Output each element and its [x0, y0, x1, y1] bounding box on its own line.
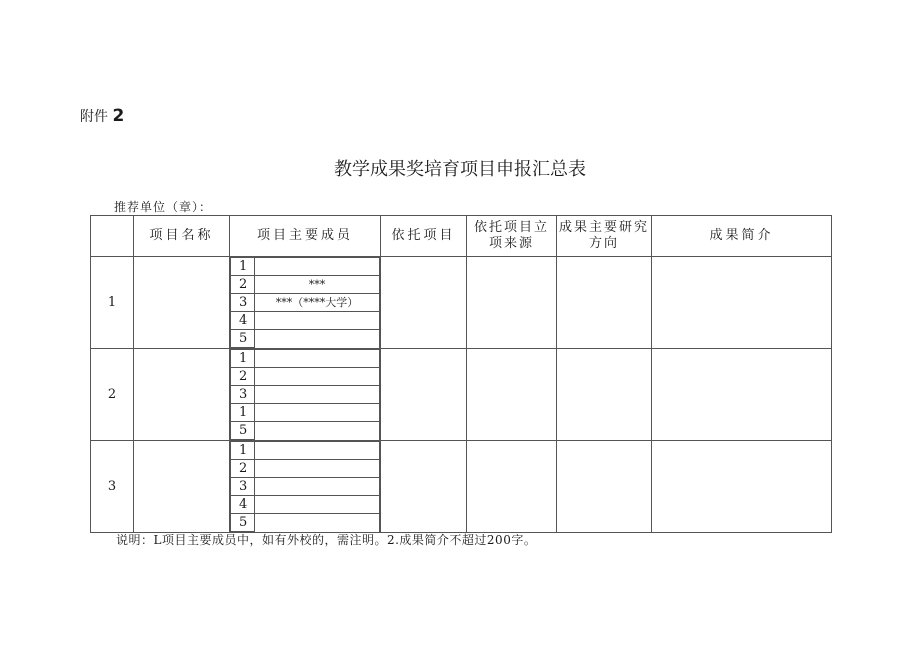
attachment-label [80, 106, 124, 126]
source-cell[interactable] [467, 257, 557, 349]
member-number: 2 [231, 368, 255, 386]
member-name[interactable] [255, 312, 380, 330]
members-list [230, 349, 380, 440]
header-summary: 成果简介 [652, 216, 832, 257]
members-cell [230, 441, 381, 533]
attachment-prefix: 附件 [80, 109, 108, 125]
table-row [91, 257, 832, 349]
member-name[interactable] [255, 330, 380, 348]
member-number: 5 [231, 330, 255, 348]
project-name-cell[interactable] [134, 441, 230, 533]
member-number: 2 [231, 460, 255, 478]
summary-cell[interactable] [652, 349, 832, 441]
member-number: 1 [231, 404, 255, 422]
direction-cell[interactable] [557, 257, 652, 349]
member-name[interactable] [255, 514, 380, 532]
summary-cell[interactable] [652, 257, 832, 349]
members-list [230, 257, 380, 348]
member-name[interactable] [255, 386, 380, 404]
table-row [91, 441, 832, 533]
source-cell[interactable] [467, 441, 557, 533]
member-number: 1 [231, 350, 255, 368]
member-name[interactable] [255, 258, 380, 276]
row-index: 3 [91, 441, 134, 533]
project-name-cell[interactable] [134, 349, 230, 441]
recommending-unit-label: 推荐单位（章）： [114, 200, 213, 214]
member-number: 5 [231, 514, 255, 532]
members-cell [230, 257, 381, 349]
source-cell[interactable] [467, 349, 557, 441]
header-index [91, 216, 134, 257]
members-list [230, 441, 380, 532]
member-name[interactable] [255, 404, 380, 422]
member-name[interactable]: *** [255, 276, 380, 294]
row-index: 2 [91, 349, 134, 441]
member-number: 4 [231, 312, 255, 330]
project-cell[interactable] [381, 349, 467, 441]
header-project: 依托项目 [381, 216, 467, 257]
page-title: 教学成果奖培育项目申报汇总表 [334, 159, 586, 180]
member-number: 1 [231, 258, 255, 276]
project-cell[interactable] [381, 257, 467, 349]
member-name[interactable]: ***（****大学） [255, 294, 380, 312]
header-project-name: 项目名称 [134, 216, 230, 257]
summary-cell[interactable] [652, 441, 832, 533]
members-cell [230, 349, 381, 441]
member-number: 1 [231, 442, 255, 460]
header-members: 项目主要成员 [230, 216, 381, 257]
member-name[interactable] [255, 442, 380, 460]
project-cell[interactable] [381, 441, 467, 533]
project-name-cell[interactable] [134, 257, 230, 349]
row-index: 1 [91, 257, 134, 349]
member-number: 4 [231, 496, 255, 514]
member-name[interactable] [255, 478, 380, 496]
table-row [91, 349, 832, 441]
member-name[interactable] [255, 368, 380, 386]
direction-cell[interactable] [557, 349, 652, 441]
header-row [91, 216, 832, 257]
header-direction: 成果主要研究方向 [557, 216, 652, 257]
member-name[interactable] [255, 422, 380, 440]
member-name[interactable] [255, 350, 380, 368]
member-name[interactable] [255, 496, 380, 514]
summary-table [90, 215, 832, 533]
direction-cell[interactable] [557, 441, 652, 533]
attachment-number: 2 [112, 106, 125, 126]
member-number: 3 [231, 478, 255, 496]
header-source: 依托项目立项来源 [467, 216, 557, 257]
member-number: 3 [231, 386, 255, 404]
member-name[interactable] [255, 460, 380, 478]
footnote: 说明：L项目主要成员中，如有外校的，需注明。2.成果简介不超过200字。 [116, 533, 537, 547]
member-number: 3 [231, 294, 255, 312]
member-number: 5 [231, 422, 255, 440]
member-number: 2 [231, 276, 255, 294]
